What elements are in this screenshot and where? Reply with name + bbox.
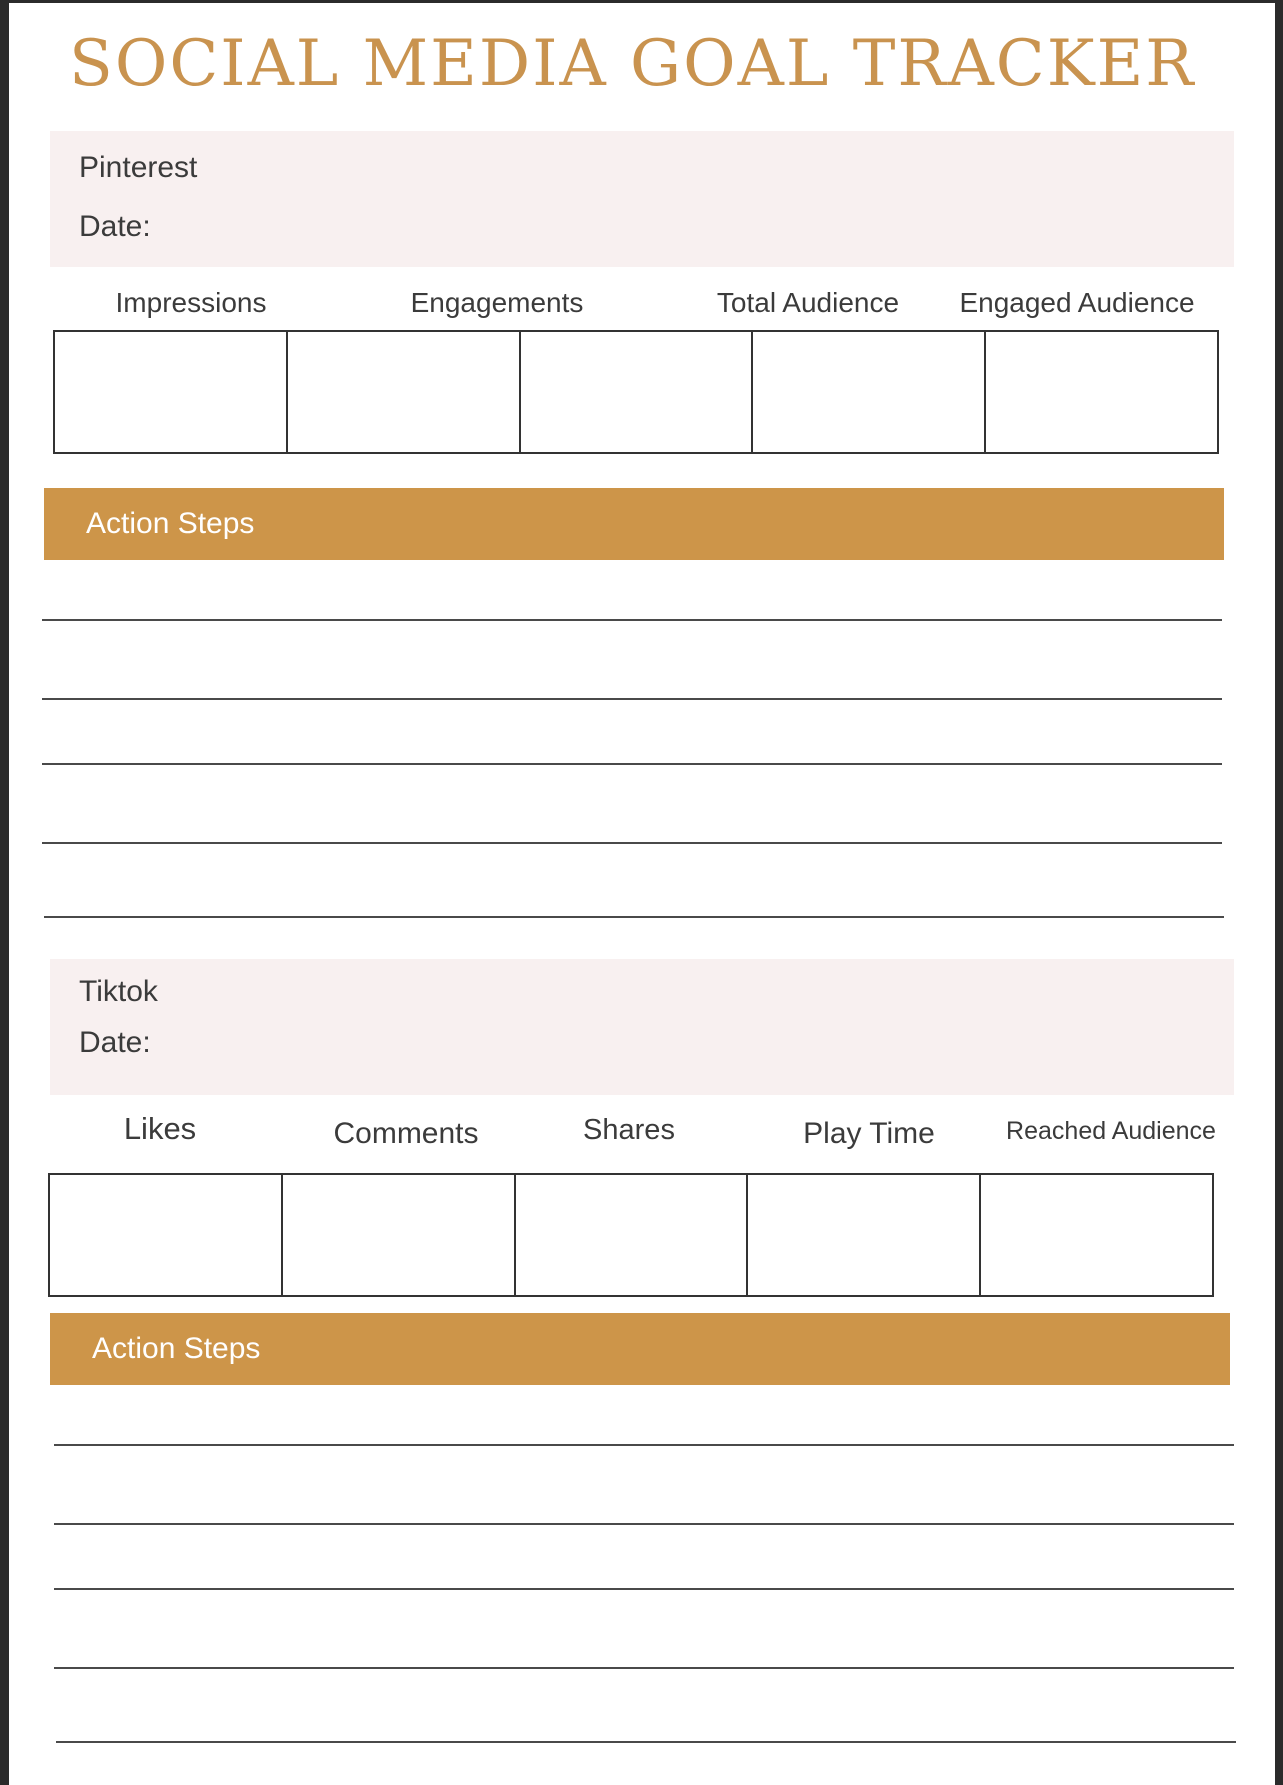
pinterest-action-steps-header (44, 488, 1224, 560)
pinterest-metric-labels (9, 281, 1275, 321)
action-step-line[interactable] (54, 1667, 1234, 1669)
tiktok-metrics-grid (48, 1173, 1214, 1297)
metric-label-total-audience: Total Audience (716, 287, 900, 318)
action-step-line[interactable] (54, 1523, 1234, 1525)
action-steps-label: Action Steps (86, 507, 255, 540)
action-step-line[interactable] (54, 1444, 1234, 1446)
platform-name: Tiktok (79, 975, 158, 1008)
tiktok-action-steps-header (50, 1313, 1230, 1385)
action-step-line[interactable] (44, 916, 1224, 918)
tiktok-info-block (50, 959, 1234, 1095)
pinterest-metrics-grid (53, 330, 1219, 454)
metric-label-engagements: Engagements (410, 287, 584, 318)
metric-label-comments: Comments (333, 1117, 479, 1150)
action-step-line[interactable] (54, 1588, 1234, 1590)
action-step-line[interactable] (42, 698, 1222, 700)
metric-cell[interactable] (753, 332, 986, 452)
metric-label-engaged-audience: Engaged Audience (959, 287, 1195, 318)
tracker-page (9, 3, 1275, 1785)
action-steps-label: Action Steps (92, 1332, 261, 1365)
metric-label-impressions: Impressions (115, 287, 267, 318)
tiktok-metric-labels (9, 1103, 1275, 1163)
metric-cell[interactable] (981, 1175, 1212, 1295)
metric-label-shares: Shares (583, 1114, 675, 1146)
action-step-line[interactable] (56, 1741, 1236, 1743)
action-step-line[interactable] (42, 619, 1222, 621)
date-label: Date: (79, 210, 151, 243)
metric-cell[interactable] (516, 1175, 749, 1295)
page-title: SOCIAL MEDIA GOAL TRACKER (69, 27, 1196, 101)
pinterest-info-block (50, 131, 1234, 267)
metric-label-likes: Likes (123, 1111, 197, 1146)
metric-cell[interactable] (288, 332, 521, 452)
metric-cell[interactable] (55, 332, 288, 452)
metric-cell[interactable] (986, 332, 1217, 452)
metric-cell[interactable] (748, 1175, 981, 1295)
metric-cell[interactable] (521, 332, 754, 452)
action-step-line[interactable] (42, 842, 1222, 844)
metric-label-reached-audience: Reached Audience (1006, 1117, 1216, 1145)
metric-label-play-time: Play Time (803, 1117, 935, 1150)
date-label: Date: (79, 1026, 151, 1059)
metric-cell[interactable] (283, 1175, 516, 1295)
action-step-line[interactable] (42, 763, 1222, 765)
metric-cell[interactable] (50, 1175, 283, 1295)
platform-name: Pinterest (79, 151, 198, 184)
